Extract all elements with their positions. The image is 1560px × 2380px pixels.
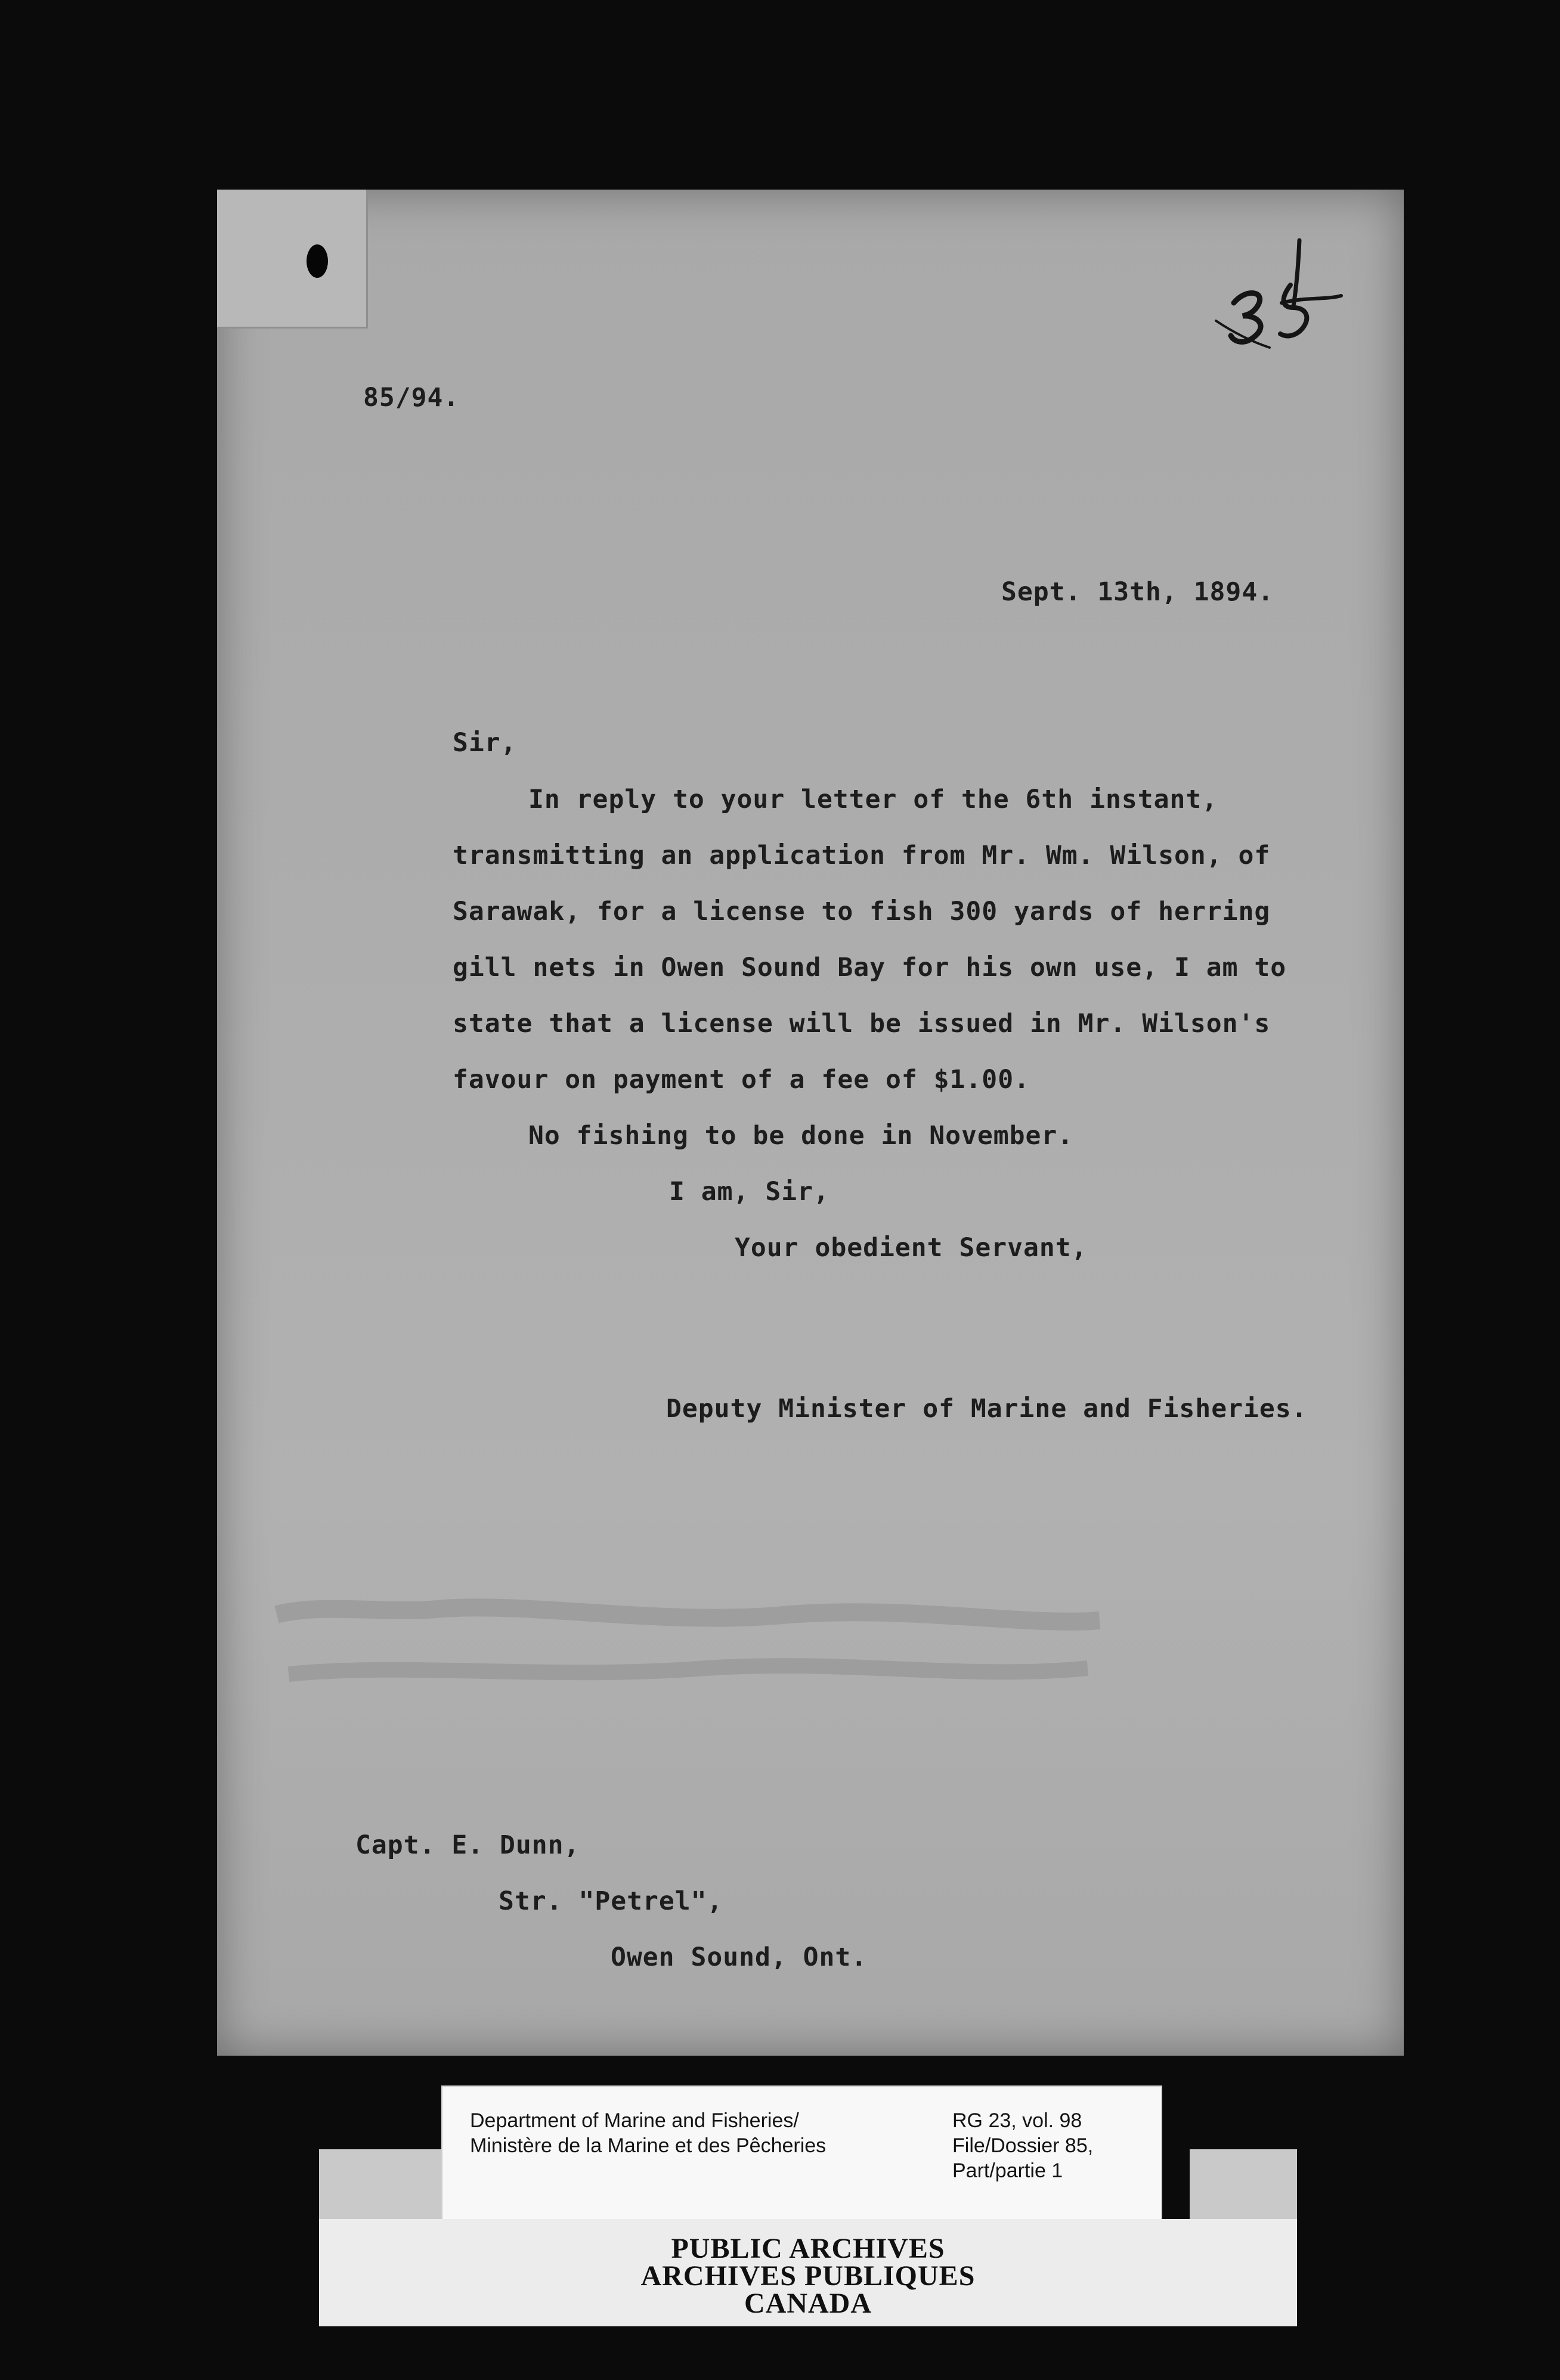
punch-hole: [307, 244, 328, 278]
archive-label-card: [441, 2085, 1162, 2221]
record-group: RG 23, vol. 98: [952, 2109, 1082, 2132]
address-line: Owen Sound, Ont.: [611, 1942, 868, 1972]
bleed-through-ghost: [253, 1579, 1118, 1704]
letter-page: [217, 190, 1404, 2056]
archives-stamp: [319, 2219, 1297, 2326]
salutation: Sir,: [453, 728, 517, 758]
postscript-line: No fishing to be done in November.: [528, 1121, 1074, 1151]
department-name-english: Department of Marine and Fisheries/: [470, 2109, 799, 2132]
signatory: Deputy Minister of Marine and Fisheries.: [666, 1394, 1308, 1424]
closing-line: I am, Sir,: [669, 1177, 829, 1207]
part-number: Part/partie 1: [952, 2159, 1063, 2182]
body-line: transmitting an application from Mr. Wm. Wilson, of: [453, 841, 1271, 870]
body-line: state that a license will be issued in Mr. Wilson's: [453, 1009, 1271, 1039]
address-line: Str. "Petrel",: [499, 1886, 723, 1916]
address-line: Capt. E. Dunn,: [355, 1830, 580, 1860]
closing-line: Your obedient Servant,: [735, 1233, 1088, 1263]
stamp-line-country: CANADA: [744, 2288, 872, 2319]
stamp-line-french: ARCHIVES PUBLIQUES: [640, 2260, 976, 2292]
reference-number: 85/94.: [363, 383, 460, 413]
handwritten-folio-mark: [1210, 231, 1353, 351]
department-name-french: Ministère de la Marine et des Pêcheries: [470, 2134, 827, 2157]
letter-date: Sept. 13th, 1894.: [1001, 577, 1274, 607]
body-line: Sarawak, for a license to fish 300 yards of herring: [453, 897, 1271, 926]
body-line: In reply to your letter of the 6th instant,: [528, 785, 1218, 814]
body-line: favour on payment of a fee of $1.00.: [453, 1065, 1030, 1095]
file-number: File/Dossier 85,: [952, 2134, 1094, 2157]
stamp-line-english: PUBLIC ARCHIVES: [671, 2233, 945, 2264]
page-corner-tab: [217, 190, 368, 329]
body-line: gill nets in Owen Sound Bay for his own use, I am to: [453, 953, 1287, 983]
